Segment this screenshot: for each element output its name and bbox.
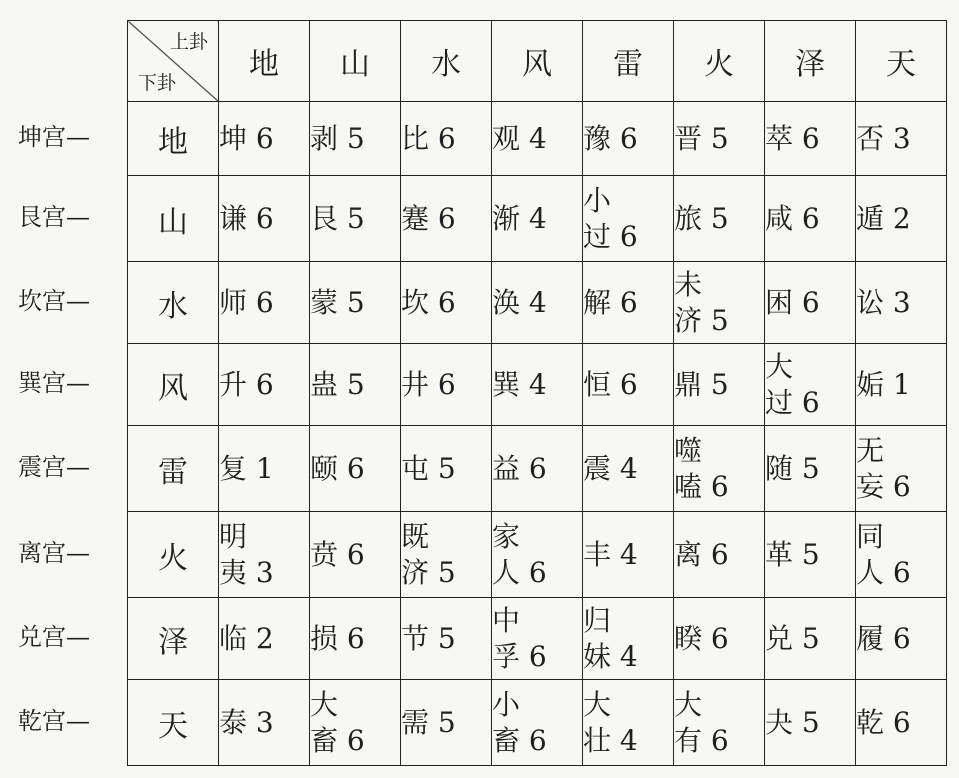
upper-trigram-header: 地 bbox=[219, 21, 310, 102]
hexagram-name: 蹇 6 bbox=[401, 201, 456, 235]
upper-trigram-header: 风 bbox=[492, 21, 583, 102]
hexagram-name: 离 6 bbox=[674, 537, 729, 571]
hexagram-cell bbox=[765, 176, 856, 262]
hexagram-name: 未 济 5 bbox=[674, 267, 729, 337]
hexagram-name: 渐 4 bbox=[492, 201, 547, 235]
palace-label: 乾宫— bbox=[18, 707, 90, 735]
hexagram-name: 艮 5 bbox=[310, 201, 365, 235]
lower-trigram-header: 天 bbox=[128, 680, 219, 766]
hexagram-name: 大 过 6 bbox=[765, 349, 820, 419]
hexagram-cell bbox=[492, 598, 583, 680]
hexagram-cell bbox=[674, 512, 765, 598]
hexagram-name: 师 6 bbox=[219, 285, 274, 319]
hexagram-name: 观 4 bbox=[492, 121, 547, 155]
hexagram-cell bbox=[492, 680, 583, 766]
hexagram-name: 涣 4 bbox=[492, 285, 547, 319]
hexagram-cell bbox=[219, 426, 310, 512]
upper-trigram-header: 山 bbox=[310, 21, 401, 102]
hexagram-row bbox=[128, 426, 947, 512]
hexagram-name: 讼 3 bbox=[856, 285, 911, 319]
lower-trigram-header: 地 bbox=[128, 102, 219, 176]
hexagram-name: 谦 6 bbox=[219, 201, 274, 235]
hexagram-cell bbox=[856, 680, 947, 766]
hexagram-name: 升 6 bbox=[219, 367, 274, 401]
hexagram-name: 否 3 bbox=[856, 121, 911, 155]
hexagram-name: 大 畜 6 bbox=[310, 687, 365, 757]
hexagram-name: 震 4 bbox=[583, 451, 638, 485]
palace-label: 震宫— bbox=[18, 453, 90, 481]
hexagram-cell bbox=[492, 512, 583, 598]
hexagram-name: 颐 6 bbox=[310, 451, 365, 485]
hexagram-cell bbox=[219, 344, 310, 426]
hexagram-cell bbox=[492, 262, 583, 344]
hexagram-cell bbox=[765, 102, 856, 176]
hexagram-cell bbox=[219, 262, 310, 344]
hexagram-name: 同 人 6 bbox=[856, 519, 911, 589]
hexagram-cell bbox=[674, 176, 765, 262]
hexagram-cell bbox=[219, 598, 310, 680]
hexagram-name: 无 妄 6 bbox=[856, 433, 911, 503]
hexagram-cell bbox=[856, 176, 947, 262]
hexagram-name: 坎 6 bbox=[401, 285, 456, 319]
hexagram-name: 咸 6 bbox=[765, 201, 820, 235]
hexagram-cell bbox=[310, 598, 401, 680]
grid-body bbox=[128, 102, 947, 766]
hexagram-name: 蒙 5 bbox=[310, 285, 365, 319]
header-row bbox=[128, 21, 947, 102]
hexagram-cell bbox=[401, 176, 492, 262]
hexagram-name: 遁 2 bbox=[856, 201, 911, 235]
upper-trigram-header: 泽 bbox=[765, 21, 856, 102]
hexagram-name: 夬 5 bbox=[765, 705, 820, 739]
hexagram-name: 姤 1 bbox=[856, 367, 911, 401]
hexagram-name: 剥 5 bbox=[310, 121, 365, 155]
hexagram-cell bbox=[583, 344, 674, 426]
hexagram-cell bbox=[492, 176, 583, 262]
hexagram-cell bbox=[219, 102, 310, 176]
hexagram-name: 家 人 6 bbox=[492, 519, 547, 589]
hexagram-name: 豫 6 bbox=[583, 121, 638, 155]
hexagram-name: 晋 5 bbox=[674, 121, 729, 155]
palace-label: 坤宫— bbox=[18, 123, 90, 151]
hexagram-name: 乾 6 bbox=[856, 705, 911, 739]
hexagram-cell bbox=[765, 680, 856, 766]
hexagram-cell bbox=[310, 426, 401, 512]
hexagram-name: 萃 6 bbox=[765, 121, 820, 155]
hexagram-cell bbox=[310, 176, 401, 262]
hexagram-cell bbox=[401, 680, 492, 766]
hexagram-row bbox=[128, 680, 947, 766]
hexagram-name: 大 有 6 bbox=[674, 687, 729, 757]
hexagram-cell bbox=[492, 426, 583, 512]
hexagram-name: 泰 3 bbox=[219, 705, 274, 739]
hexagram-cell bbox=[401, 102, 492, 176]
hexagram-name: 归 妹 4 bbox=[583, 603, 638, 673]
hexagram-cell bbox=[674, 102, 765, 176]
hexagram-row bbox=[128, 344, 947, 426]
palace-label: 艮宫— bbox=[18, 203, 90, 231]
upper-trigram-caption: 上卦 bbox=[169, 31, 208, 53]
hexagram-cell bbox=[310, 262, 401, 344]
hexagram-row bbox=[128, 598, 947, 680]
hexagram-name: 革 5 bbox=[765, 537, 820, 571]
hexagram-cell bbox=[674, 680, 765, 766]
hexagram-cell bbox=[310, 680, 401, 766]
hexagram-cell bbox=[401, 512, 492, 598]
hexagram-row bbox=[128, 176, 947, 262]
hexagram-name: 恒 6 bbox=[583, 367, 638, 401]
hexagram-cell bbox=[856, 598, 947, 680]
hexagram-cell bbox=[219, 176, 310, 262]
hexagram-name: 随 5 bbox=[765, 451, 820, 485]
hexagram-cell bbox=[401, 426, 492, 512]
hexagram-row bbox=[128, 102, 947, 176]
hexagram-cell bbox=[401, 344, 492, 426]
hexagram-name: 临 2 bbox=[219, 621, 274, 655]
hexagram-cell bbox=[583, 262, 674, 344]
lower-trigram-header: 雷 bbox=[128, 426, 219, 512]
hexagram-cell bbox=[674, 262, 765, 344]
hexagram-name: 蛊 5 bbox=[310, 367, 365, 401]
hexagram-name: 屯 5 bbox=[401, 451, 456, 485]
hexagram-name: 解 6 bbox=[583, 285, 638, 319]
hexagram-cell bbox=[310, 344, 401, 426]
hexagram-name: 鼎 5 bbox=[674, 367, 729, 401]
corner-cell bbox=[128, 21, 219, 102]
hexagram-row bbox=[128, 512, 947, 598]
upper-trigram-header: 雷 bbox=[583, 21, 674, 102]
hexagram-name: 明 夷 3 bbox=[219, 519, 274, 589]
hexagram-cell bbox=[219, 680, 310, 766]
lower-trigram-header: 泽 bbox=[128, 598, 219, 680]
hexagram-cell bbox=[401, 262, 492, 344]
hexagram-cell bbox=[674, 598, 765, 680]
lower-trigram-header: 水 bbox=[128, 262, 219, 344]
lower-trigram-header: 山 bbox=[128, 176, 219, 262]
palace-label: 巽宫— bbox=[18, 369, 90, 397]
hexagram-name: 益 6 bbox=[492, 451, 547, 485]
hexagram-name: 复 1 bbox=[219, 451, 274, 485]
hexagram-name: 损 6 bbox=[310, 621, 365, 655]
lower-trigram-header: 火 bbox=[128, 512, 219, 598]
hexagram-cell bbox=[492, 344, 583, 426]
hexagram-name: 坤 6 bbox=[219, 121, 274, 155]
hexagram-cell bbox=[765, 344, 856, 426]
hexagram-cell bbox=[856, 262, 947, 344]
lower-trigram-header: 风 bbox=[128, 344, 219, 426]
hexagram-cell bbox=[765, 426, 856, 512]
hexagram-cell bbox=[856, 512, 947, 598]
hexagram-cell bbox=[674, 426, 765, 512]
hexagram-name: 噬 嗑 6 bbox=[674, 433, 729, 503]
hexagram-name: 睽 6 bbox=[674, 621, 729, 655]
hexagram-name: 中 孚 6 bbox=[492, 603, 547, 673]
hexagram-name: 小 过 6 bbox=[583, 183, 638, 253]
hexagram-cell bbox=[219, 512, 310, 598]
hexagram-cell bbox=[492, 102, 583, 176]
palace-label: 兑宫— bbox=[18, 623, 90, 651]
hexagram-cell bbox=[674, 344, 765, 426]
hexagram-cell bbox=[856, 426, 947, 512]
hexagram-name: 小 畜 6 bbox=[492, 687, 547, 757]
hexagram-name: 困 6 bbox=[765, 285, 820, 319]
hexagram-name: 兑 5 bbox=[765, 621, 820, 655]
hexagram-cell bbox=[856, 102, 947, 176]
hexagram-cell bbox=[583, 176, 674, 262]
hexagram-cell bbox=[310, 102, 401, 176]
hexagram-name: 丰 4 bbox=[583, 537, 638, 571]
hexagram-grid bbox=[127, 20, 947, 766]
hexagram-name: 需 5 bbox=[401, 705, 456, 739]
hexagram-cell bbox=[583, 426, 674, 512]
hexagram-cell bbox=[765, 598, 856, 680]
hexagram-name: 既 济 5 bbox=[401, 519, 456, 589]
palace-label: 离宫— bbox=[18, 539, 90, 567]
hexagram-row bbox=[128, 262, 947, 344]
hexagram-cell bbox=[765, 512, 856, 598]
hexagram-name: 井 6 bbox=[401, 367, 456, 401]
hexagram-cell bbox=[310, 512, 401, 598]
hexagram-name: 旅 5 bbox=[674, 201, 729, 235]
upper-trigram-header: 火 bbox=[674, 21, 765, 102]
hexagram-cell bbox=[765, 262, 856, 344]
upper-trigram-header: 水 bbox=[401, 21, 492, 102]
upper-trigram-header: 天 bbox=[856, 21, 947, 102]
hexagram-cell bbox=[583, 102, 674, 176]
hexagram-name: 贲 6 bbox=[310, 537, 365, 571]
lower-trigram-caption: 下卦 bbox=[138, 72, 177, 94]
hexagram-cell bbox=[583, 512, 674, 598]
palace-label: 坎宫— bbox=[18, 287, 90, 315]
hexagram-name: 巽 4 bbox=[492, 367, 547, 401]
hexagram-cell bbox=[401, 598, 492, 680]
hexagram-name: 大 壮 4 bbox=[583, 687, 638, 757]
hexagram-name: 比 6 bbox=[401, 121, 456, 155]
hexagram-cell bbox=[583, 680, 674, 766]
hexagram-cell bbox=[583, 598, 674, 680]
hexagram-name: 履 6 bbox=[856, 621, 911, 655]
hexagram-cell bbox=[856, 344, 947, 426]
hexagram-name: 节 5 bbox=[401, 621, 456, 655]
